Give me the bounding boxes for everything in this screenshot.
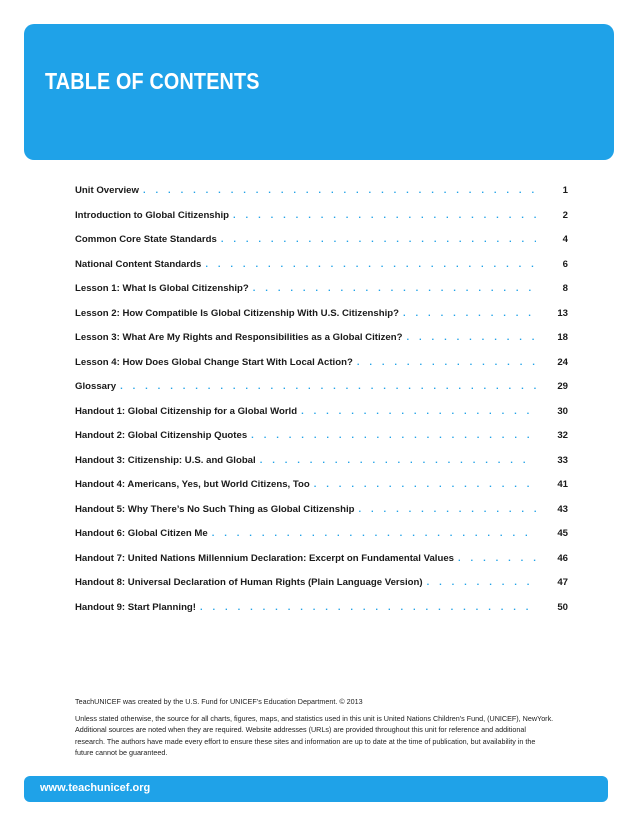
- toc-entry-page: 4: [562, 234, 568, 245]
- dot-leader: [405, 330, 537, 346]
- dot-leader: [219, 232, 536, 248]
- toc-entry-title: Handout 5: Why There’s No Such Thing as Global Citizenship: [75, 503, 355, 515]
- toc-entry-title: Common Core State Standards: [75, 234, 217, 245]
- toc-entry-title: Lesson 1: What Is Global Citizenship?: [75, 283, 249, 294]
- toc-entry-page: 18: [557, 332, 568, 343]
- website-link[interactable]: www.teachunicef.org: [40, 782, 151, 794]
- credit-line: TeachUNICEF was created by the U.S. Fund for UNICEF’s Education Department. © 2013: [75, 697, 363, 706]
- toc-entry-title: Lesson 4: How Does Global Change Start With Local Action?: [75, 356, 353, 368]
- toc-entry[interactable]: [75, 330, 568, 346]
- toc-entry-title: Handout 9: Start Planning!: [75, 601, 196, 613]
- toc-entry-page: 1: [562, 185, 568, 196]
- toc-entry-page: 41: [557, 479, 568, 490]
- toc-entry[interactable]: [75, 575, 568, 591]
- toc-entry-title: National Content Standards: [75, 258, 202, 270]
- page-title: TABLE OF CONTENTS: [45, 68, 260, 94]
- toc-entry-page: 8: [562, 283, 568, 294]
- toc-entry-title: Handout 2: Global Citizenship Quotes: [75, 430, 248, 441]
- dot-leader: [118, 379, 536, 395]
- toc-entry-title: Lesson 2: How Compatible Is Global Citizenship With U.S. Citizenship?: [75, 307, 399, 319]
- toc-entry-title: Handout 8: Universal Declaration of Human Rights (Plain Language Version): [75, 577, 423, 588]
- dot-leader: [210, 526, 536, 542]
- toc-entry[interactable]: [75, 600, 568, 616]
- toc-entry[interactable]: [75, 379, 568, 395]
- toc-entry-title: Lesson 3: What Are My Rights and Responsibilities as a Global Citizen?: [75, 332, 403, 343]
- toc-entry[interactable]: [75, 526, 568, 542]
- toc-entry-page: 33: [557, 454, 568, 466]
- dot-leader: [425, 575, 536, 591]
- toc-entry-page: 32: [557, 430, 568, 441]
- dot-leader: [198, 600, 536, 616]
- toc-entry[interactable]: [75, 453, 568, 469]
- toc-entry-title: Handout 3: Citizenship: U.S. and Global: [75, 454, 256, 466]
- toc-entry-page: 43: [557, 503, 568, 515]
- toc-entry-page: 45: [557, 528, 568, 539]
- dot-leader: [299, 404, 536, 420]
- toc-entry[interactable]: [75, 477, 568, 493]
- dot-leader: [258, 453, 536, 469]
- toc-entry-page: 47: [557, 577, 568, 588]
- footer-notes: [75, 696, 555, 758]
- toc-entry[interactable]: [75, 502, 568, 518]
- toc-entry-title: Handout 1: Global Citizenship for a Global World: [75, 405, 298, 417]
- toc-entry-title: Glossary: [75, 381, 117, 392]
- dot-leader: [456, 551, 536, 567]
- toc-entry-page: 30: [557, 405, 568, 417]
- toc-entry-title: Handout 7: United Nations Millennium Declaration: Excerpt on Fundamental Values: [75, 552, 455, 564]
- dot-leader: [231, 208, 536, 224]
- toc-entry[interactable]: [75, 257, 568, 273]
- toc-entry-page: 50: [557, 601, 568, 613]
- toc-entry[interactable]: [75, 208, 568, 224]
- dot-leader: [251, 281, 536, 297]
- dot-leader: [141, 183, 536, 199]
- dot-leader: [203, 257, 536, 273]
- toc-entry-title: Unit Overview: [75, 185, 139, 196]
- dot-leader: [356, 502, 536, 518]
- dot-leader: [401, 306, 536, 322]
- toc-entry[interactable]: [75, 281, 568, 297]
- toc-entry-title: Handout 6: Global Citizen Me: [75, 528, 208, 539]
- dot-leader: [312, 477, 536, 493]
- toc-entry[interactable]: [75, 183, 568, 199]
- toc-entry-page: 6: [562, 258, 568, 270]
- toc-entry-title: Handout 4: Americans, Yes, but World Citizens, Too: [75, 479, 310, 490]
- toc-entry-page: 13: [557, 307, 568, 319]
- disclaimer-text: Unless stated otherwise, the source for all charts, figures, maps, and statistics used in this unit is United Nations Children’s Fund, (UNICEF), NewYork. Additional sources are noted when they are required. Website addresses (URLs) are provided throughout this unit for reference and additional research. The authors have made every effort to ensure these sites and information are up to date at the time of publication, but availability in the future cannot be guaranteed.: [75, 714, 554, 757]
- toc-entry-page: 46: [557, 552, 568, 564]
- dot-leader: [249, 428, 536, 444]
- toc-entry-page: 24: [557, 356, 568, 368]
- toc-entry[interactable]: [75, 355, 568, 371]
- toc-entry[interactable]: [75, 428, 568, 444]
- dot-leader: [355, 355, 536, 371]
- toc-entry[interactable]: [75, 551, 568, 567]
- toc-entry-page: 2: [562, 209, 568, 221]
- toc-entry[interactable]: [75, 232, 568, 248]
- toc-entry[interactable]: [75, 404, 568, 420]
- toc-entry[interactable]: [75, 306, 568, 322]
- toc-entry-title: Introduction to Global Citizenship: [75, 209, 230, 221]
- toc-entry-page: 29: [557, 381, 568, 392]
